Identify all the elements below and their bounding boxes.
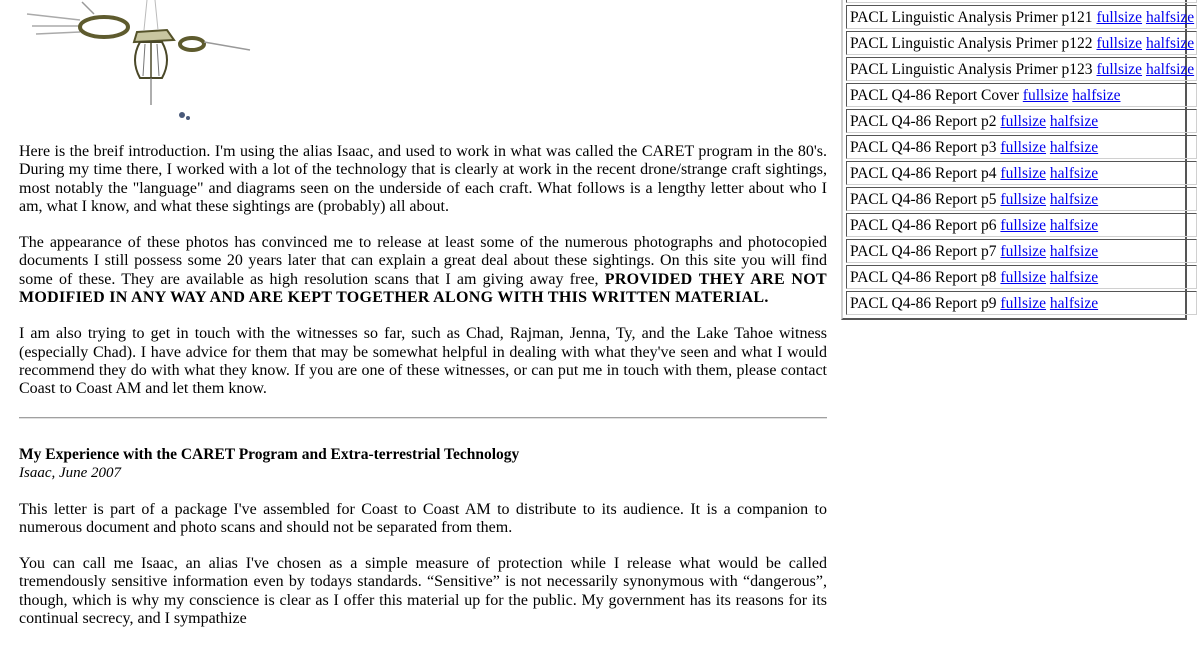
fullsize-link[interactable]: fullsize: [1000, 216, 1047, 234]
scan-cell: [846, 83, 1197, 107]
section-divider: [19, 417, 827, 419]
document-scans-table: [841, 0, 1195, 320]
scan-row: [846, 83, 1197, 107]
letter-title: My Experience with the CARET Program and Extra-terrestrial Technology: [19, 445, 520, 463]
scan-row: [846, 187, 1197, 211]
fullsize-link[interactable]: fullsize: [1000, 294, 1047, 312]
scan-row: [846, 239, 1197, 263]
scan-cell: [846, 57, 1197, 81]
halfsize-link[interactable]: halfsize: [1049, 216, 1099, 234]
intro-paragraph-3: I am also trying to get in touch with the witnesses so far, such as Chad, Rajman, Jenna, Ty, and the Lake Tahoe witness (especially Chad). I have advice for them that may be somewhat helpful in dealing with what they've seen and what I would recommend they do with what they know. If you are one of these witnesses, or can put me in touch with them, please contact Coast to Coast AM and let them know.: [19, 325, 827, 398]
scan-label: PACL Q4-86 Report p3: [850, 138, 997, 156]
scan-row: [846, 31, 1197, 55]
scan-label: PACL Q4-86 Report p7: [850, 242, 997, 260]
scan-row: [846, 265, 1197, 289]
fullsize-link[interactable]: fullsize: [1000, 138, 1047, 156]
halfsize-link[interactable]: halfsize: [1049, 190, 1099, 208]
scan-cell: [846, 161, 1197, 185]
fullsize-link[interactable]: fullsize: [1022, 86, 1069, 104]
scan-label: PACL Q4-86 Report p9: [850, 294, 997, 312]
letter-byline: Isaac, June 2007: [19, 464, 122, 481]
halfsize-link[interactable]: halfsize: [1145, 60, 1195, 78]
halfsize-link[interactable]: halfsize: [1145, 8, 1195, 26]
halfsize-link[interactable]: halfsize: [1049, 138, 1099, 156]
fullsize-link[interactable]: fullsize: [1000, 112, 1047, 130]
scan-label: PACL Q4-86 Report p4: [850, 164, 997, 182]
scan-row: [846, 161, 1197, 185]
intro-paragraph-2: [19, 234, 827, 307]
scan-row: [846, 109, 1197, 133]
scan-label: PACL Q4-86 Report p8: [850, 268, 997, 286]
intro-paragraph-2-text: The appearance of these photos has convinced me to release at least some of the numerous photographs and photocopied documents I still possess some 20 years later that can explain a great deal about these sightings. On this site you will find some of these. They are available as high resolution scans that I am giving away free,: [19, 234, 827, 288]
halfsize-link[interactable]: halfsize: [1145, 34, 1195, 52]
scan-label: PACL Q4-86 Report p6: [850, 216, 997, 234]
scan-cell: [846, 187, 1197, 211]
craft-illustration-image: [22, 0, 252, 128]
fullsize-link[interactable]: fullsize: [1096, 34, 1143, 52]
scan-row: [846, 213, 1197, 237]
intro-paragraph-1: Here is the breif introduction. I'm using the alias Isaac, and used to work in what was called the CARET program in the 80's. During my time there, I worked with a lot of the technology that is clearly at work in the recent drone/strange craft sightings, most notably the "language" and diagrams seen on the underside of each craft. What follows is a lengthy letter about who I am, what I know, and what these sightings are (probably) all about.: [19, 143, 827, 215]
scan-cell: [846, 265, 1197, 289]
scan-row: [846, 5, 1197, 29]
scan-label: PACL Linguistic Analysis Primer p121: [850, 8, 1093, 26]
halfsize-link[interactable]: halfsize: [1049, 268, 1099, 286]
scan-label: PACL Q4-86 Report p2: [850, 112, 997, 130]
halfsize-link[interactable]: halfsize: [1049, 164, 1099, 182]
halfsize-link[interactable]: halfsize: [1049, 242, 1099, 260]
scan-cell: [846, 213, 1197, 237]
scan-row: [846, 135, 1197, 159]
scan-cell: [846, 0, 1197, 3]
fullsize-link[interactable]: fullsize: [1000, 268, 1047, 286]
main-content: [19, 143, 827, 646]
scan-cell: [846, 109, 1197, 133]
letter-paragraph-2: You can call me Isaac, an alias I've chosen as a simple measure of protection while I release what would be called tremendously sensitive information even by todays standards. “Sensitive” is not necessarily synonymous with “dangerous”, though, which is why my conscience is clear as I offer this material up for the public. My government has its reasons for its continual secrecy, and I sympathize: [19, 555, 827, 628]
scan-cell: [846, 31, 1197, 55]
scan-cell: [846, 135, 1197, 159]
fullsize-link[interactable]: fullsize: [1000, 190, 1047, 208]
scan-row: [846, 0, 1197, 3]
halfsize-link[interactable]: halfsize: [1072, 86, 1121, 104]
scan-label: PACL Q4-86 Report Cover: [850, 86, 1019, 104]
scan-row: [846, 57, 1197, 81]
scan-label: PACL Linguistic Analysis Primer p123: [850, 60, 1093, 78]
release-conditions-notice: PROVIDED THEY ARE NOT MODIFIED IN ANY WAY AND ARE KEPT TOGETHER ALONG WITH THIS WRITTEN MATERIAL.: [19, 270, 827, 307]
letter-paragraph-1: This letter is part of a package I've assembled for Coast to Coast AM to distribute to its audience. It is a companion to numerous document and photo scans and should not be separated from them.: [19, 500, 827, 536]
scan-cell: [846, 239, 1197, 263]
fullsize-link[interactable]: fullsize: [1096, 8, 1143, 26]
scan-row: [846, 291, 1197, 315]
halfsize-link[interactable]: halfsize: [1049, 294, 1099, 312]
scan-cell: [846, 291, 1197, 315]
letter-heading: [19, 445, 827, 483]
scan-cell: [846, 5, 1197, 29]
scan-label: PACL Q4-86 Report p5: [850, 190, 997, 208]
halfsize-link[interactable]: halfsize: [1049, 112, 1099, 130]
fullsize-link[interactable]: fullsize: [1000, 164, 1047, 182]
fullsize-link[interactable]: fullsize: [1096, 60, 1143, 78]
fullsize-link[interactable]: fullsize: [1000, 242, 1047, 260]
scan-label: PACL Linguistic Analysis Primer p122: [850, 34, 1093, 52]
